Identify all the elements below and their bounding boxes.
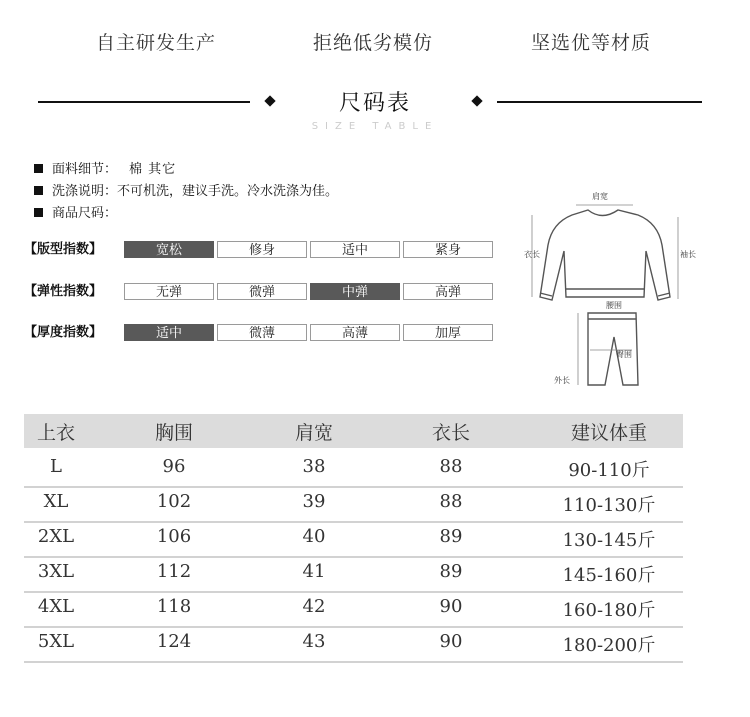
index-option: 高弹 (403, 283, 493, 300)
promise-2: 拒绝低劣模仿 (313, 32, 434, 54)
table-cell: L (50, 456, 62, 477)
index-option: 紧身 (403, 241, 493, 258)
table-cell: 42 (302, 596, 326, 617)
index-option: 适中 (310, 241, 400, 258)
table-row-divider (24, 556, 683, 558)
info-washing (34, 180, 338, 199)
table-header-cell: 胸围 (154, 422, 193, 444)
table-row-divider (24, 521, 683, 523)
page-title: 尺码表 (338, 91, 411, 116)
page-subtitle: SIZE TABLE (311, 121, 439, 132)
index-option: 无弹 (124, 283, 214, 300)
label-outseam: 外长 (554, 376, 570, 385)
table-cell: 160-180斤 (562, 600, 656, 621)
index-option: 微薄 (217, 324, 307, 341)
pants-outline-icon (588, 313, 638, 385)
table-cell: 106 (156, 526, 192, 547)
table-cell: 88 (439, 456, 463, 477)
measure-lines-top (532, 205, 678, 299)
table-cell: 5XL (37, 631, 75, 652)
index-label: 【弹性指数】 (24, 284, 103, 299)
table-cell: 2XL (37, 526, 75, 547)
table-cell: 145-160斤 (562, 565, 656, 586)
table-cell: 43 (302, 631, 326, 652)
index-option: 适中 (124, 324, 214, 341)
table-cell: 124 (156, 631, 192, 652)
bullet-square-icon (34, 186, 43, 195)
table-cell: 102 (156, 491, 192, 512)
table-header-cell: 上衣 (36, 422, 75, 444)
label-shoulder: 肩宽 (592, 192, 608, 201)
index-option: 修身 (217, 241, 307, 258)
info-label: 洗涤说明： (52, 184, 118, 199)
table-cell: 118 (156, 596, 192, 617)
table-cell: 39 (302, 491, 326, 512)
table-row-divider (24, 661, 683, 663)
table-cell: 90 (439, 631, 463, 652)
index-option: 高薄 (310, 324, 400, 341)
table-cell: 180-200斤 (562, 635, 656, 656)
promise-3: 坚选优等材质 (531, 32, 652, 54)
table-cell: 38 (302, 456, 326, 477)
measure-lines-bottom (578, 313, 632, 385)
table-cell: 110-130斤 (562, 495, 656, 516)
info-value: 不可机洗，建议手洗。冷水洗涤为佳。 (117, 184, 339, 199)
measurement-diagram (520, 185, 710, 390)
info-label: 面料细节： (52, 162, 118, 177)
promise-1: 自主研发生产 (96, 32, 217, 54)
label-waist: 腰围 (606, 301, 622, 310)
table-cell: 112 (156, 561, 192, 582)
table-cell: 90-110斤 (568, 460, 650, 481)
bullet-square-icon (34, 164, 43, 173)
table-cell: 40 (302, 526, 326, 547)
table-cell: 89 (439, 561, 463, 582)
table-cell: 89 (439, 526, 463, 547)
index-label: 【厚度指数】 (24, 325, 103, 340)
label-sleeve: 袖长 (680, 250, 696, 259)
info-label: 商品尺码： (52, 206, 118, 221)
label-hip: 臀围 (616, 350, 632, 359)
info-value: 棉 其它 (129, 162, 177, 177)
info-size (34, 202, 117, 221)
table-row-divider (24, 486, 683, 488)
table-cell: XL (43, 491, 69, 512)
bullet-square-icon (34, 208, 43, 217)
table-cell: 96 (162, 456, 186, 477)
index-option: 宽松 (124, 241, 214, 258)
table-cell: 88 (439, 491, 463, 512)
table-cell: 4XL (37, 596, 75, 617)
table-cell: 130-145斤 (562, 530, 656, 551)
index-option: 中弹 (310, 283, 400, 300)
table-header-cell: 衣长 (431, 422, 470, 444)
table-cell: 3XL (37, 561, 75, 582)
title-right-rule (497, 101, 702, 103)
index-option: 微弹 (217, 283, 307, 300)
label-length: 衣长 (524, 250, 540, 259)
table-row-divider (24, 626, 683, 628)
index-label: 【版型指数】 (24, 242, 103, 257)
table-header-cell: 肩宽 (294, 422, 333, 444)
table-row-divider (24, 591, 683, 593)
table-header-cell: 建议体重 (570, 422, 647, 444)
index-option: 加厚 (403, 324, 493, 341)
info-fabric (34, 158, 176, 177)
table-cell: 41 (302, 561, 326, 582)
table-cell: 90 (439, 596, 463, 617)
sweater-outline-icon (540, 210, 670, 300)
